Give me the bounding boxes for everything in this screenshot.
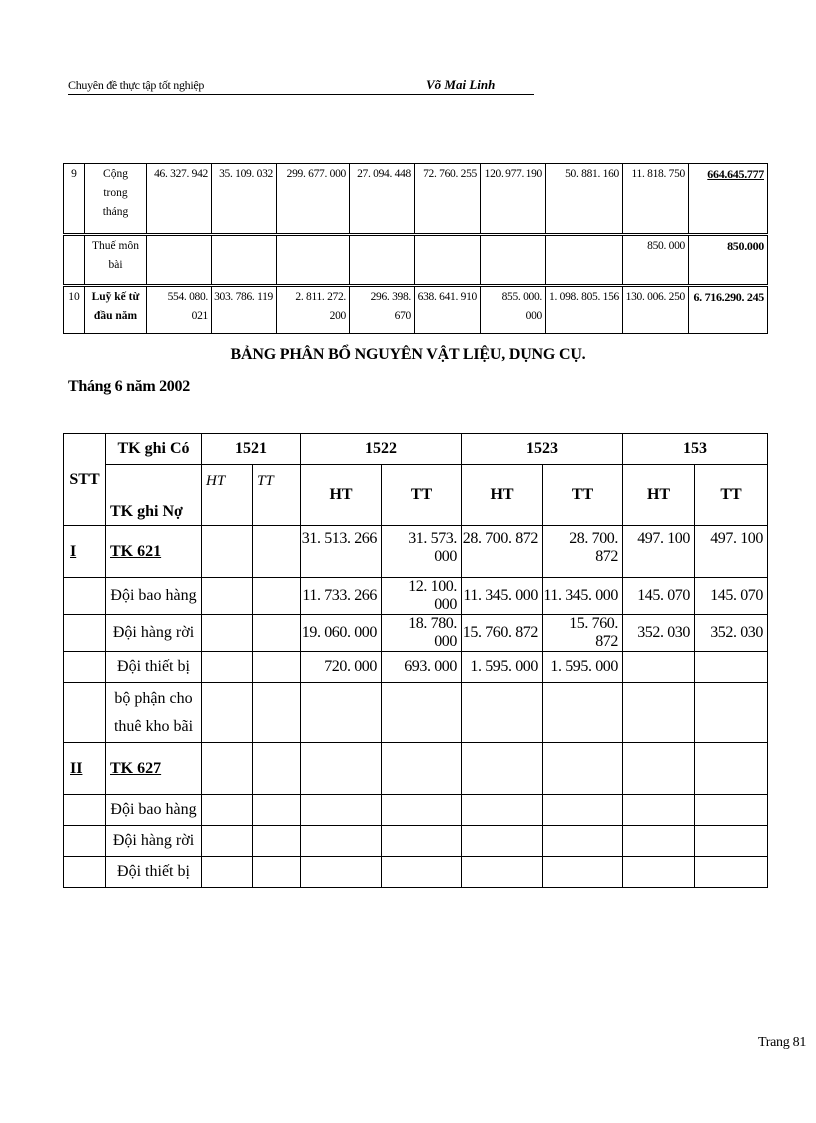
table-row: 10 Luỹ kế từ đầu năm 554. 080. 021 303. 786. 119 2. 811. 272. 200 296. 398. 670 638. 641. 910 855. 000. 000 1. 098. 805. 156 130. 006. 250 6. 716.290. 245 (64, 286, 768, 334)
summary-table (63, 163, 768, 334)
tk-co-header: TK ghi Có (106, 434, 202, 465)
row-label: Thuế môn bài (85, 235, 147, 286)
row-label: TK 627 (106, 743, 202, 795)
stt-header: STT (64, 434, 106, 526)
row-label: Cộng trong tháng (85, 164, 147, 235)
tk-no-header: TK ghi Nợ (106, 465, 202, 526)
table-row (64, 857, 768, 888)
table-row: II TK 627 (64, 743, 768, 795)
row-label: Đội thiết bị (106, 857, 202, 888)
header-row: STT TK ghi Có 1521 1522 1523 153 (64, 434, 768, 465)
table-row (64, 826, 768, 857)
header-row: TK ghi Nợ HT TT HT TT HT TT HT TT (64, 465, 768, 526)
page-number: Trang 81 (758, 1035, 807, 1050)
table-row: Đội bao hàng 11. 733. 266 12. 100. 000 11. 345. 000 11. 345. 000 145. 070 145. 070 (64, 578, 768, 615)
row-label: Đội hàng rời (106, 826, 202, 857)
period-label: Tháng 6 năm 2002 (68, 378, 190, 395)
row-label: Đội hàng rời (106, 615, 202, 652)
row-label: Đội thiết bị (106, 652, 202, 683)
table-row: I TK 621 31. 513. 266 31. 573. 000 28. 700. 872 28. 700. 872 497. 100 497. 100 (64, 526, 768, 578)
table-row: Thuế môn bài 850. 000 850.000 (64, 235, 768, 286)
table-row: Đội thiết bị 720. 000 693. 000 1. 595. 000 1. 595. 000 (64, 652, 768, 683)
table-title: BẢNG PHÂN BỔ NGUYÊN VẬT LIỆU, DỤNG CỤ. (230, 346, 586, 363)
header-author: Võ Mai Linh (426, 77, 496, 92)
page-header (68, 76, 534, 95)
header-left: Chuyên đề thực tập tốt nghiệp (68, 78, 205, 92)
row-label: Đội bao hàng (106, 795, 202, 826)
row-label: Đội bao hàng (106, 578, 202, 615)
table-row: Đội hàng rời 19. 060. 000 18. 780. 000 15. 760. 872 15. 760. 872 352. 030 352. 030 (64, 615, 768, 652)
table-row (64, 683, 768, 743)
table-row: 9 Cộng trong tháng 46. 327. 942 35. 109. 032 299. 677. 000 27. 094. 448 72. 760. 255 120. 977. 190 50. 881. 160 11. 818. 750 664.645.777 (64, 164, 768, 235)
row-label: Luỹ kế từ đầu năm (85, 286, 147, 334)
allocation-table (63, 433, 768, 888)
row-label: bộ phận cho thuê kho bãi (106, 683, 202, 743)
row-label: TK 621 (106, 526, 202, 578)
table-row (64, 795, 768, 826)
